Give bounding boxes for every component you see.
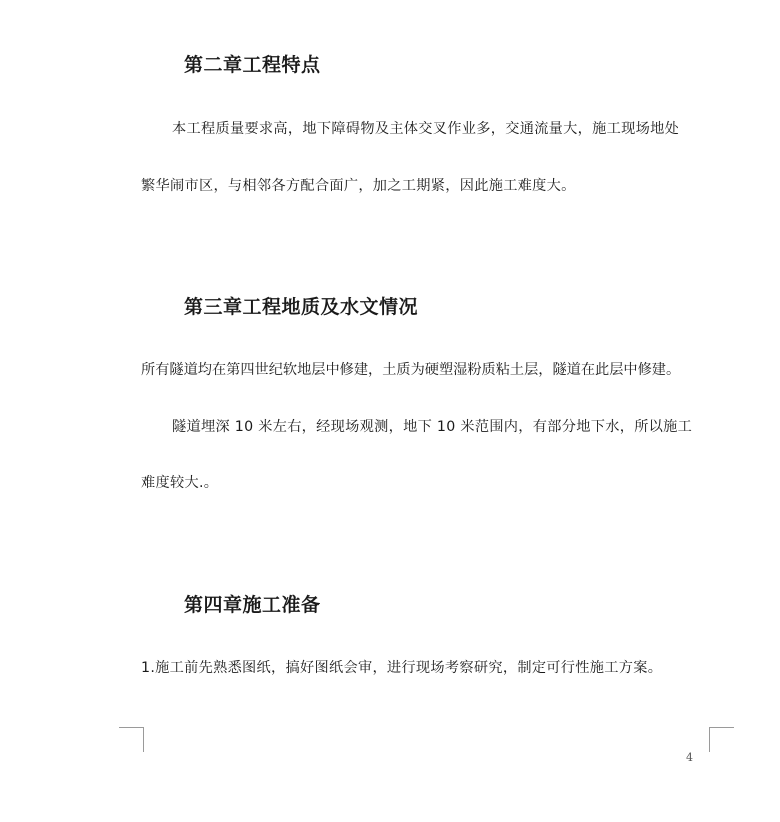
page-number: 4 <box>686 751 693 764</box>
chapter-2-paragraph-line-2: 繁华闹市区，与相邻各方配合面广，加之工期紧，因此施工难度大。 <box>141 178 576 194</box>
chapter-2-heading: 第二章工程特点 <box>184 54 321 76</box>
crop-mark-right <box>709 727 734 752</box>
chapter-3-paragraph-line-1: 所有隧道均在第四世纪软地层中修建，土质为硬塑湿粉质粘土层，隧道在此层中修建。 <box>141 362 681 378</box>
chapter-3-paragraph-line-3: 难度较大.。 <box>141 475 219 491</box>
chapter-2-paragraph-line-1: 本工程质量要求高，地下障碍物及主体交叉作业多，交通流量大，施工现场地处 <box>172 121 680 137</box>
chapter-4-item-1: 1.施工前先熟悉图纸，搞好图纸会审，进行现场考察研究，制定可行性施工方案。 <box>141 660 663 676</box>
chapter-3-paragraph-line-2: 隧道埋深 10 米左右，经现场观测，地下 10 米范围内，有部分地下水，所以施工 <box>172 419 693 435</box>
chapter-4-heading: 第四章施工准备 <box>184 594 321 616</box>
crop-mark-left <box>119 727 144 752</box>
chapter-3-heading: 第三章工程地质及水文情况 <box>184 296 419 318</box>
